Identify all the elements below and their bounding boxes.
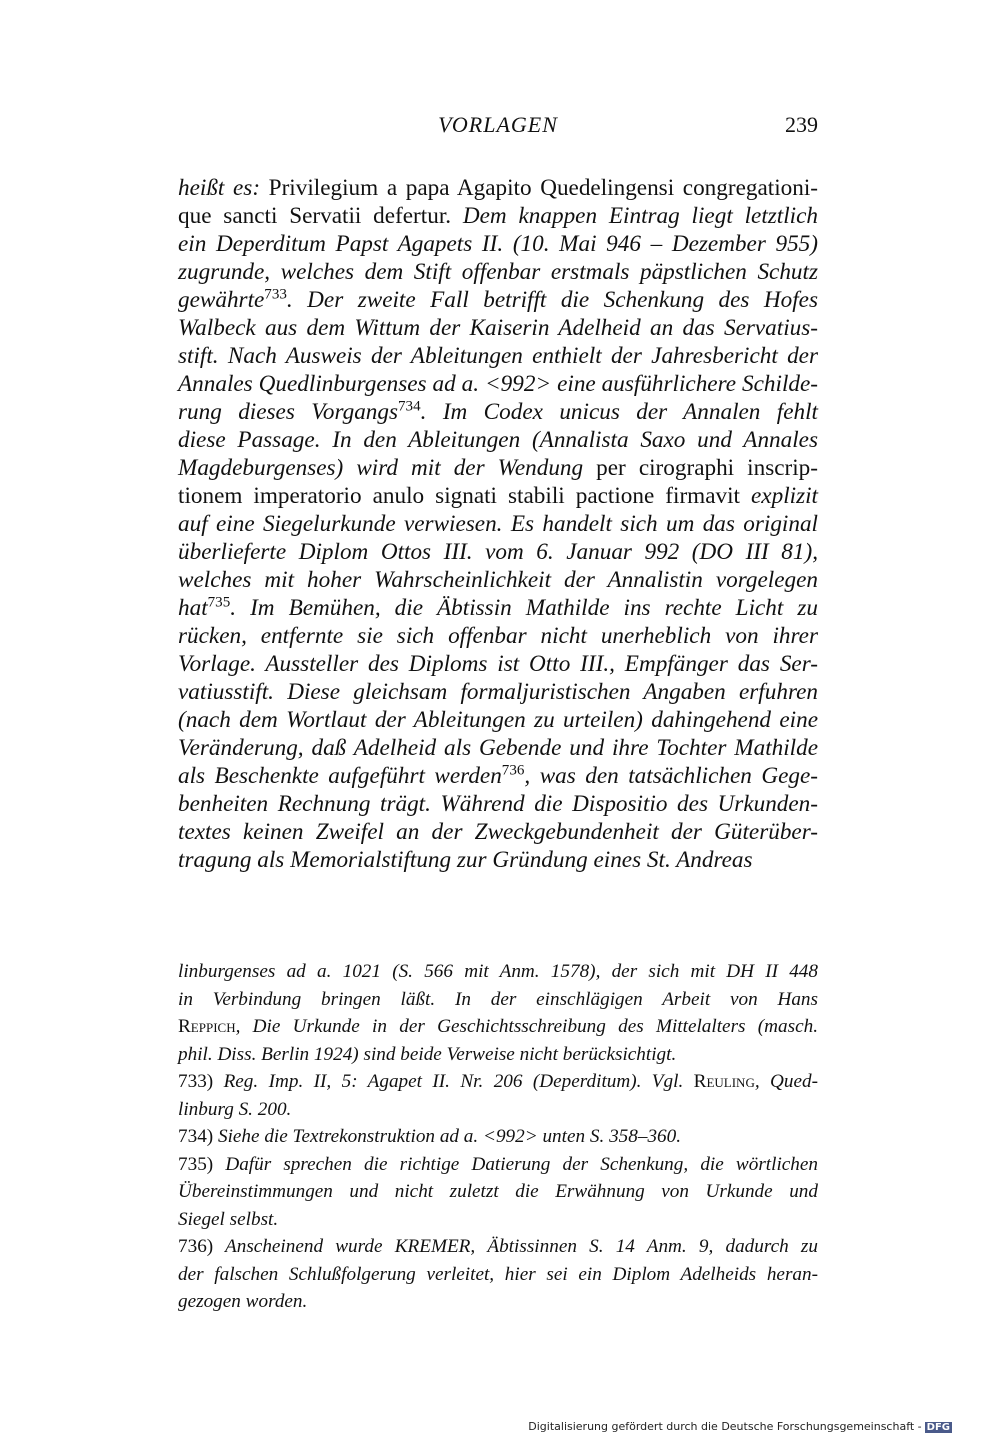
footnote-line <box>178 1013 818 1041</box>
footnote-text: Reg. Imp. II, 5: Agapet II. Nr. 206 (Deperditum). Vgl. <box>213 1071 694 1092</box>
page-number: 239 <box>785 112 818 137</box>
text-segment: Magdeburgenses) wird mit der Wendung <box>178 455 597 481</box>
footnote-number: 736) <box>178 1236 214 1257</box>
text-segment: benheiten Rechnung trägt. Während die Dispositio des Urkunden- <box>178 791 818 817</box>
text-segment: hat <box>178 595 208 621</box>
text-segment: als Beschenkte aufgeführt werden <box>178 763 502 789</box>
text-segment: (nach dem Wortlaut der Ableitungen zu urteilen) dahingehend eine <box>178 707 818 733</box>
text-segment: Veränderung, daß Adelheid als Gebende und ihre Tochter Mathilde <box>178 735 818 761</box>
text-line <box>178 538 818 566</box>
footnote-line <box>178 1096 818 1124</box>
text-line <box>178 314 818 342</box>
text-line <box>178 454 818 482</box>
text-line <box>178 566 818 594</box>
text-segment: heißt es: <box>178 175 261 201</box>
footnote-text: KREMER <box>394 1236 471 1257</box>
dfg-logo: DFG <box>926 1422 950 1433</box>
text-line <box>178 762 818 790</box>
footnote-line <box>178 958 818 986</box>
footnote-text: , Die Urkunde in der Geschichtsschreibung des Mittelalters (masch. <box>235 1016 818 1037</box>
footnote-line <box>178 1233 818 1261</box>
footnote-line <box>178 1151 818 1179</box>
footnote-line <box>178 1178 818 1206</box>
text-segment: , was den tatsächlichen Gege- <box>524 763 818 789</box>
footnote-line <box>178 1123 818 1151</box>
footnote-text: Reuling <box>693 1071 755 1092</box>
footnote-text: Siegel selbst. <box>178 1208 279 1230</box>
text-line <box>178 286 818 314</box>
text-segment: Privilegium a papa Agapito Quedelingensi congregationi- <box>260 175 818 201</box>
text-segment: gewährte <box>178 287 265 313</box>
text-line <box>178 258 818 286</box>
footnote-number: 733) <box>178 1071 214 1092</box>
main-text <box>178 174 818 874</box>
text-segment: . Im Bemühen, die Äbtissin Mathilde ins rechte Licht zu <box>230 595 818 621</box>
text-line <box>178 790 818 818</box>
footnote-number: 734) <box>178 1126 214 1147</box>
footnote-text: linburgenses ad a. 1021 (S. 566 mit Anm. 1578), der sich mit DH II 448 <box>178 961 818 982</box>
text-segment: stift. Nach Ausweis der Ableitungen enthielt der Jahresbericht der <box>178 343 818 369</box>
text-segment: ein Deperditum Papst Agapets II. (10. Mai 946 – Dezember 955) <box>178 231 818 257</box>
text-line <box>178 482 818 510</box>
text-segment: rücken, entfernte sie sich offenbar nicht unerheblich von ihrer <box>178 623 818 649</box>
text-segment: zugrunde, welches dem Stift offenbar erstmals päpstlichen Schutz <box>178 259 818 285</box>
text-segment: explizit <box>751 483 818 509</box>
text-line <box>178 846 818 874</box>
footnote-line <box>178 1206 818 1234</box>
footnote-ref: 735 <box>207 594 231 611</box>
text-segment: que sancti Servatii defertur. <box>178 203 463 229</box>
text-segment: welches mit hoher Wahrscheinlichkeit der Annalistin vorgelegen <box>178 567 818 593</box>
text-segment: überlieferte Diplom Ottos III. vom 6. Januar 992 (DO III 81), <box>178 539 818 565</box>
footnote-line <box>178 1068 818 1096</box>
footnote-text: Dafür sprechen die richtige Datierung der Schenkung, die wörtlichen <box>213 1153 818 1175</box>
page-header <box>178 112 818 146</box>
text-segment: Dem knappen Eintrag liegt letztlich <box>462 203 818 229</box>
footnote-text: gezogen worden. <box>178 1291 308 1312</box>
footnote-ref: 733 <box>264 286 287 303</box>
footnote-text: Übereinstimmungen und nicht zuletzt die Erwähnung von Urkunde und <box>178 1181 818 1202</box>
footnote-ref: 734 <box>398 398 421 415</box>
text-line <box>178 622 818 650</box>
footnote-line <box>178 1261 818 1289</box>
running-title: VORLAGEN <box>438 112 558 137</box>
text-line <box>178 818 818 846</box>
footnote-line <box>178 1288 818 1316</box>
text-segment: textes keinen Zweifel an der Zweckgebundenheit der Güterüber- <box>178 819 818 845</box>
footnote-text: linburg S. 200. <box>178 1098 292 1120</box>
text-line <box>178 342 818 370</box>
text-segment: vatiusstift. Diese gleichsam formaljuristischen Angaben erfuhren <box>178 679 818 705</box>
text-segment: tragung als Memorialstiftung zur Gründung eines St. Andreas <box>178 847 753 873</box>
text-line <box>178 706 818 734</box>
footnote-text: , Qued- <box>754 1071 818 1092</box>
text-segment: . Im Codex unicus der Annalen fehlt <box>420 399 818 425</box>
footnote-number: 735) <box>178 1153 214 1175</box>
text-line <box>178 174 818 202</box>
footnote-text: in Verbindung bringen läßt. In der einschlägigen Arbeit von Hans <box>178 988 818 1010</box>
footnote-line <box>178 986 818 1014</box>
footnote-text: Anscheinend wurde <box>213 1236 395 1257</box>
text-line <box>178 398 818 426</box>
text-line <box>178 426 818 454</box>
footnote-text: Siehe die Textrekonstruktion ad a. <992> unten S. 358–360. <box>213 1126 682 1147</box>
text-segment: diese Passage. In den Ableitungen (Annalista Saxo und Annales <box>178 427 818 453</box>
text-line <box>178 678 818 706</box>
footnote-text: der falschen Schlußfolgerung verleitet, hier sei ein Diplom Adelheids heran- <box>178 1263 818 1285</box>
footnote-text: phil. Diss. Berlin 1924) sind beide Verweise nicht berücksichtigt. <box>178 1043 677 1065</box>
text-segment: tionem imperatorio anulo signati stabili pactione firmavit <box>178 483 752 509</box>
digitization-credit <box>528 1420 952 1433</box>
text-segment: rung dieses Vorgangs <box>178 399 399 425</box>
footnote-text: , Äbtissinnen S. 14 Anm. 9, dadurch zu <box>470 1236 818 1257</box>
footnote-line <box>178 1041 818 1069</box>
text-line <box>178 594 818 622</box>
text-line <box>178 734 818 762</box>
text-line <box>178 230 818 258</box>
footnotes <box>178 958 818 1316</box>
credit-text: Digitalisierung gefördert durch die Deutsche Forschungsgemeinschaft - <box>528 1420 922 1433</box>
text-segment: Walbeck aus dem Wittum der Kaiserin Adelheid an das Servatius- <box>178 315 818 341</box>
text-line <box>178 510 818 538</box>
text-segment: Annales Quedlinburgenses ad a. <992> eine ausführlichere Schilde- <box>178 371 818 397</box>
text-segment: Vorlage. Aussteller des Diploms ist Otto III., Empfänger das Ser- <box>178 651 818 677</box>
text-line <box>178 650 818 678</box>
footnote-text: Reppich <box>178 1016 236 1037</box>
text-segment: per cirographi inscrip- <box>596 455 818 481</box>
footnote-ref: 736 <box>501 762 525 779</box>
text-segment: auf eine Siegelurkunde verwiesen. Es handelt sich um das original <box>178 511 818 537</box>
text-segment: . Der zweite Fall betrifft die Schenkung des Hofes <box>286 287 818 313</box>
text-line <box>178 202 818 230</box>
text-line <box>178 370 818 398</box>
